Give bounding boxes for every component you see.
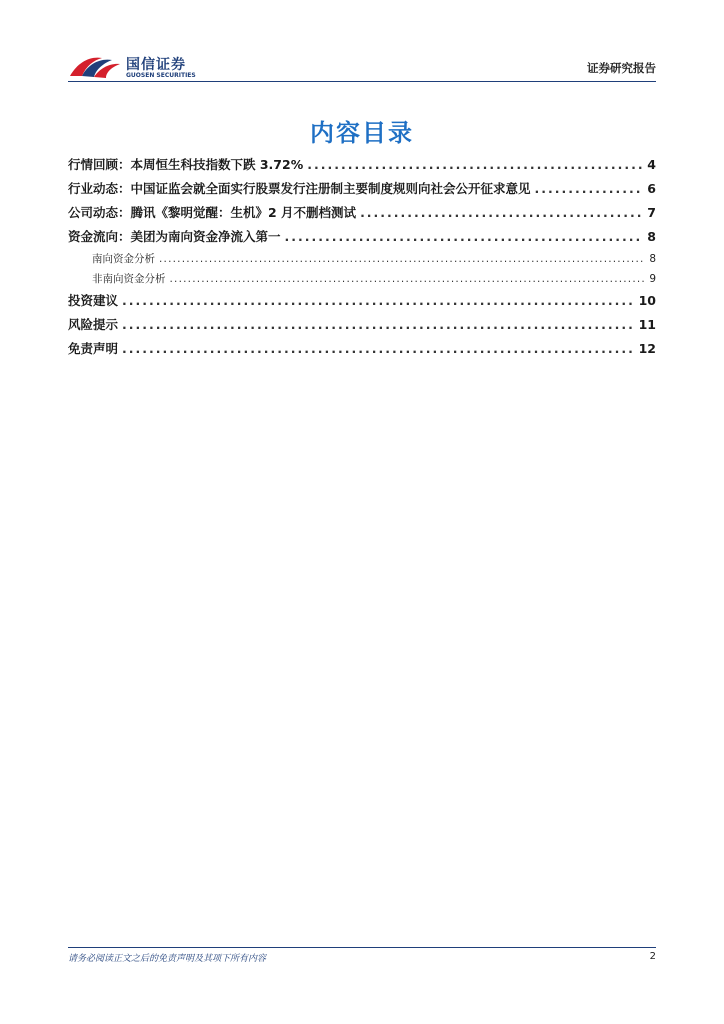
toc-leader-dots [122, 293, 635, 308]
toc-subentry[interactable] [68, 251, 656, 271]
toc-entry-text: 行业动态：中国证监会就全面实行股票发行注册制主要制度规则向社会公开征求意见 [68, 181, 531, 196]
toc-leader-dots [122, 317, 635, 332]
toc-entry[interactable] [68, 315, 656, 339]
toc-entry[interactable] [68, 203, 656, 227]
toc-entry[interactable] [68, 155, 656, 179]
toc-entry[interactable] [68, 227, 656, 251]
toc-entry-page: 4 [647, 157, 656, 172]
page-number: 2 [649, 951, 656, 962]
toc-subentry-page: 8 [649, 253, 656, 265]
toc-entry-page: 7 [647, 205, 656, 220]
logo-text-en: GUOSEN SECURITIES [126, 72, 196, 79]
toc-entry-text: 免责声明 [68, 341, 119, 356]
toc-subentry-text: 南向资金分析 [92, 253, 155, 265]
company-logo [68, 50, 198, 84]
toc-leader-dots [159, 253, 645, 265]
toc-entry-text: 公司动态：腾讯《黎明觉醒：生机》2 月不删档测试 [68, 205, 357, 220]
toc-entry-page: 6 [647, 181, 656, 196]
toc-leader-dots [285, 229, 644, 244]
logo-text-cn: 国信证券 [126, 57, 186, 73]
guosen-logo-icon [68, 50, 122, 84]
toc-entry-text: 行情回顾：本周恒生科技指数下跌 3.72% [68, 157, 304, 172]
toc-subentry-page: 9 [649, 273, 656, 285]
toc-leader-dots [307, 157, 643, 172]
toc-leader-dots [535, 181, 644, 196]
toc-entry-page: 11 [638, 317, 656, 332]
toc-subentry-text: 非南向资金分析 [92, 273, 166, 285]
toc-entry-page: 12 [638, 341, 656, 356]
toc-subentry[interactable] [68, 271, 656, 291]
toc-entry-text: 风险提示 [68, 317, 119, 332]
toc-title: 内容目录 [310, 119, 414, 147]
disclaimer-note: 请务必阅读正文之后的免责声明及其项下所有内容 [68, 954, 267, 964]
toc-entry[interactable] [68, 339, 656, 363]
toc-entry[interactable] [68, 179, 656, 203]
table-of-contents [68, 155, 656, 363]
toc-entry-text: 资金流向：美团为南向资金净流入第一 [68, 229, 281, 244]
toc-entry[interactable] [68, 291, 656, 315]
toc-entry-page: 8 [647, 229, 656, 244]
footer-divider [68, 947, 656, 948]
toc-leader-dots [170, 273, 646, 285]
page-header [68, 46, 656, 86]
header-divider [68, 81, 656, 82]
report-type-label: 证券研究报告 [587, 61, 656, 75]
toc-leader-dots [122, 341, 635, 356]
toc-entry-page: 10 [638, 293, 656, 308]
toc-leader-dots [360, 205, 643, 220]
toc-entry-text: 投资建议 [68, 293, 119, 308]
